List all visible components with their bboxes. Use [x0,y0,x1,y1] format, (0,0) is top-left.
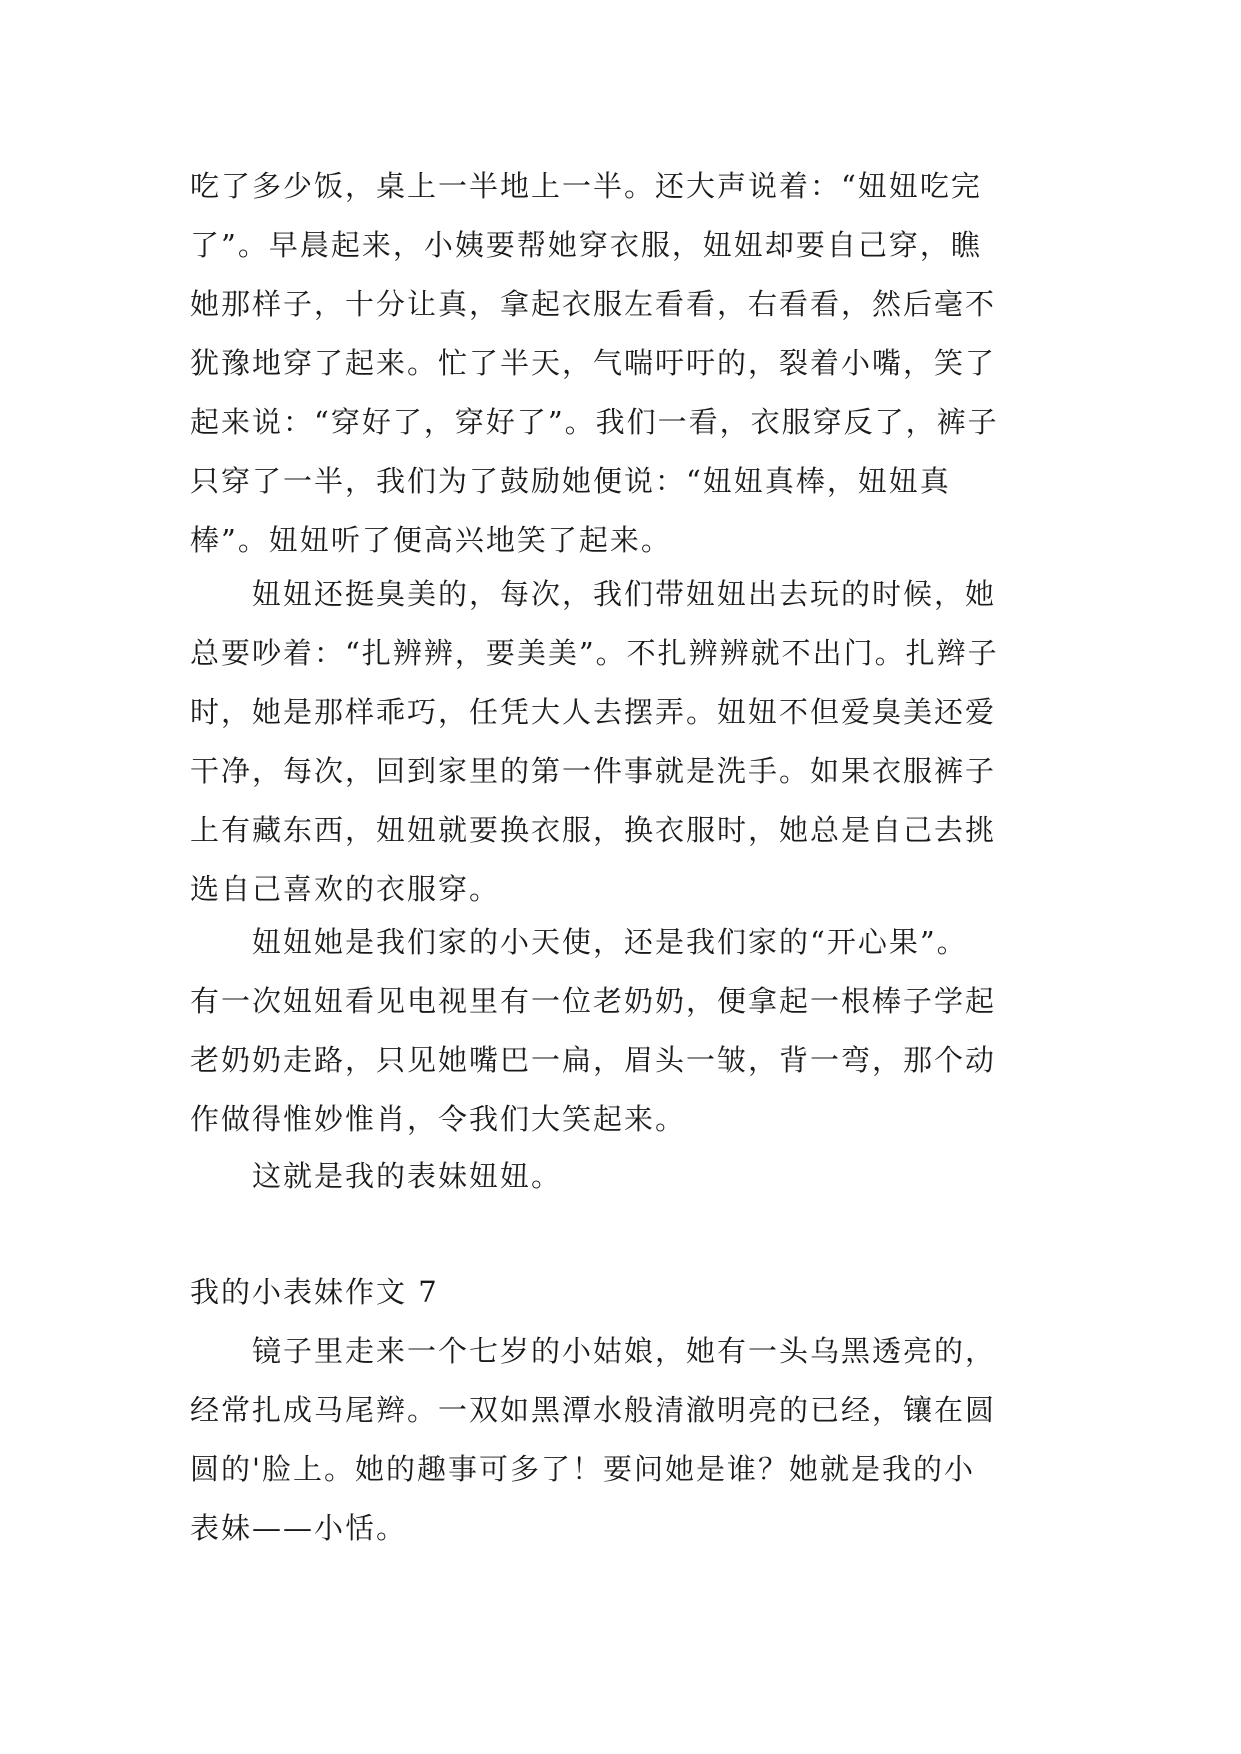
text-line: 表妹——小恬。 [190,1511,408,1545]
text-line: 镜子里走来一个七岁的小姑娘，她有一头乌黑透亮的， [252,1334,997,1368]
text-line: 只穿了一半，我们为了鼓励她便说：“妞妞真棒，妞妞真 [190,464,951,498]
text-line: 圆的'脸上。她的趣事可多了！要问她是谁？她就是我的小 [190,1452,975,1486]
text-line: 时，她是那样乖巧，任凭大人去摆弄。妞妞不但爱臭美还爱 [190,695,997,729]
text-line: 妞妞她是我们家的小天使，还是我们家的“开心果”。 [252,925,968,959]
text-line: 选自己喜欢的衣服穿。 [190,872,501,906]
paragraph-beauty [190,565,1056,919]
paragraph-angel [190,913,1056,1149]
text-line: 棒”。妞妞听了便高兴地笑了起来。 [190,523,672,557]
text-line: 起来说：“穿好了，穿好了”。我们一看，衣服穿反了，裤子 [190,405,999,439]
text-line: 她那样子，十分让真，拿起衣服左看看，右看看，然后毫不 [190,287,997,321]
paragraph-continued [190,157,1056,570]
text-line: 经常扎成马尾辫。一双如黑潭水般清澈明亮的已经，镶在圆 [190,1393,997,1427]
essay-7-title [190,1263,1056,1322]
text-line: 老奶奶走路，只见她嘴巴一扁，眉头一皱，背一弯，那个动 [190,1043,997,1077]
text-line: 这就是我的表妹妞妞。 [252,1159,563,1193]
text-line: 上有藏东西，妞妞就要换衣服，换衣服时，她总是自己去挑 [190,813,997,847]
text-line: 总要吵着：“扎辨辨，要美美”。不扎辨辨就不出门。扎辫子 [190,636,999,670]
paragraph-closing [190,1147,1056,1206]
paragraph-essay-7 [190,1322,1056,1558]
text-line: 干净，每次，回到家里的第一件事就是洗手。如果衣服裤子 [190,754,997,788]
text-line: 吃了多少饭，桌上一半地上一半。还大声说着：“妞妞吃完 [190,169,982,203]
text-line: 妞妞还挺臭美的，每次，我们带妞妞出去玩的时候，她 [252,577,997,611]
text-line: 作做得惟妙惟肖，令我们大笑起来。 [190,1102,687,1136]
text-line: 犹豫地穿了起来。忙了半天，气喘吁吁的，裂着小嘴，笑了 [190,346,997,380]
text-line: 有一次妞妞看见电视里有一位老奶奶，便拿起一根棒子学起 [190,984,997,1018]
section-heading: 我的小表妹作文 7 [190,1275,439,1309]
text-line: 了”。早晨起来，小姨要帮她穿衣服，妞妞却要自己穿，瞧 [190,228,982,262]
